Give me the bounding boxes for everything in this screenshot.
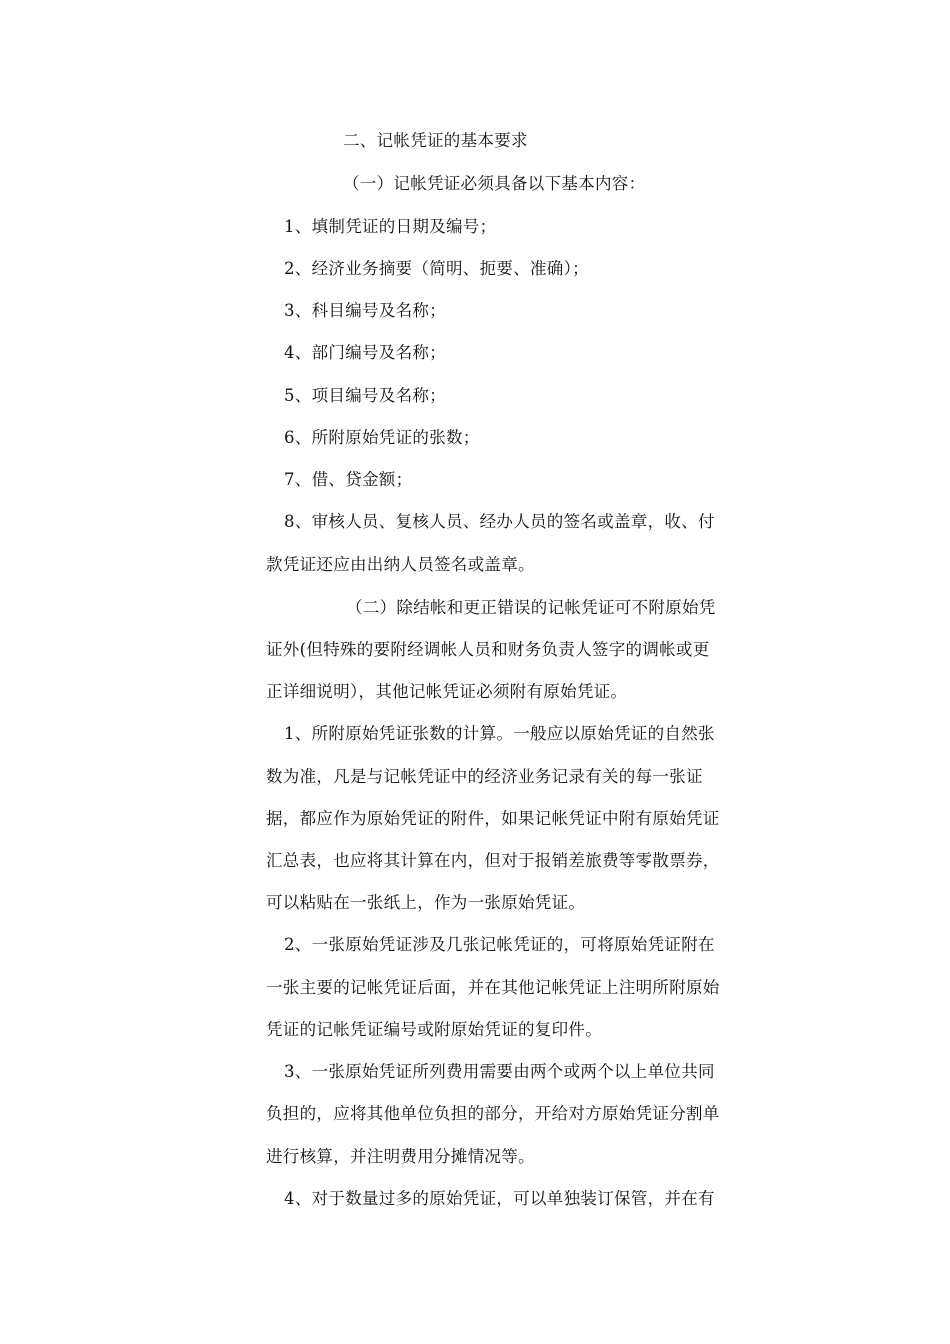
paragraph-line: 汇总表，也应将其计算在内，但对于报销差旅费等零散票券， (266, 851, 720, 870)
paragraph-line: 证外(但特殊的要附经调帐人员和财务负责人签字的调帐或更 (266, 640, 710, 659)
list-item: 5、项目编号及名称； (284, 386, 446, 405)
list-item: 8、审核人员、复核人员、经办人员的签名或盖章，收、付 (284, 512, 715, 531)
paragraph-line: 负担的，应将其他单位负担的部分，开给对方原始凭证分割单 (266, 1104, 720, 1123)
paragraph-line: 数为准，凡是与记帐凭证中的经济业务记录有关的每一张证 (266, 767, 703, 786)
paragraph-line: 正详细说明），其他记帐凭证必须附有原始凭证。 (266, 682, 628, 701)
paragraph-line: 进行核算，并注明费用分摊情况等。 (266, 1147, 535, 1166)
list-item-continuation: 款凭证还应由出纳人员签名或盖章。 (266, 555, 535, 574)
paragraph-line: 3、一张原始凭证所列费用需要由两个或两个以上单位共同 (284, 1062, 715, 1081)
paragraph-line: （二）除结帐和更正错误的记帐凭证可不附原始凭 (346, 598, 716, 617)
paragraph-line: 可以粘贴在一张纸上，作为一张原始凭证。 (266, 893, 586, 912)
paragraph-line: 一张主要的记帐凭证后面，并在其他记帐凭证上注明所附原始 (266, 978, 720, 997)
paragraph-line: 4、对于数量过多的原始凭证，可以单独装订保管，并在有 (284, 1189, 715, 1208)
paragraph-line: 1、所附原始凭证张数的计算。一般应以原始凭证的自然张 (284, 724, 715, 743)
paragraph-line: 据，都应作为原始凭证的附件，如果记帐凭证中附有原始凭证 (266, 809, 720, 828)
list-item: 4、部门编号及名称； (284, 343, 446, 362)
list-item: 3、科目编号及名称； (284, 301, 446, 320)
list-item: 6、所附原始凭证的张数； (284, 428, 480, 447)
section-heading: 二、记帐凭证的基本要求 (343, 131, 528, 150)
list-item: 7、借、贷金额； (284, 470, 413, 489)
subsection-heading: （一）记帐凭证必须具备以下基本内容： (343, 174, 646, 193)
paragraph-line: 2、一张原始凭证涉及几张记帐凭证的，可将原始凭证附在 (284, 935, 715, 954)
list-item: 1、填制凭证的日期及编号； (284, 217, 497, 236)
list-item: 2、经济业务摘要（简明、扼要、准确）； (284, 259, 589, 278)
paragraph-line: 凭证的记帐凭证编号或附原始凭证的复印件。 (266, 1020, 602, 1039)
